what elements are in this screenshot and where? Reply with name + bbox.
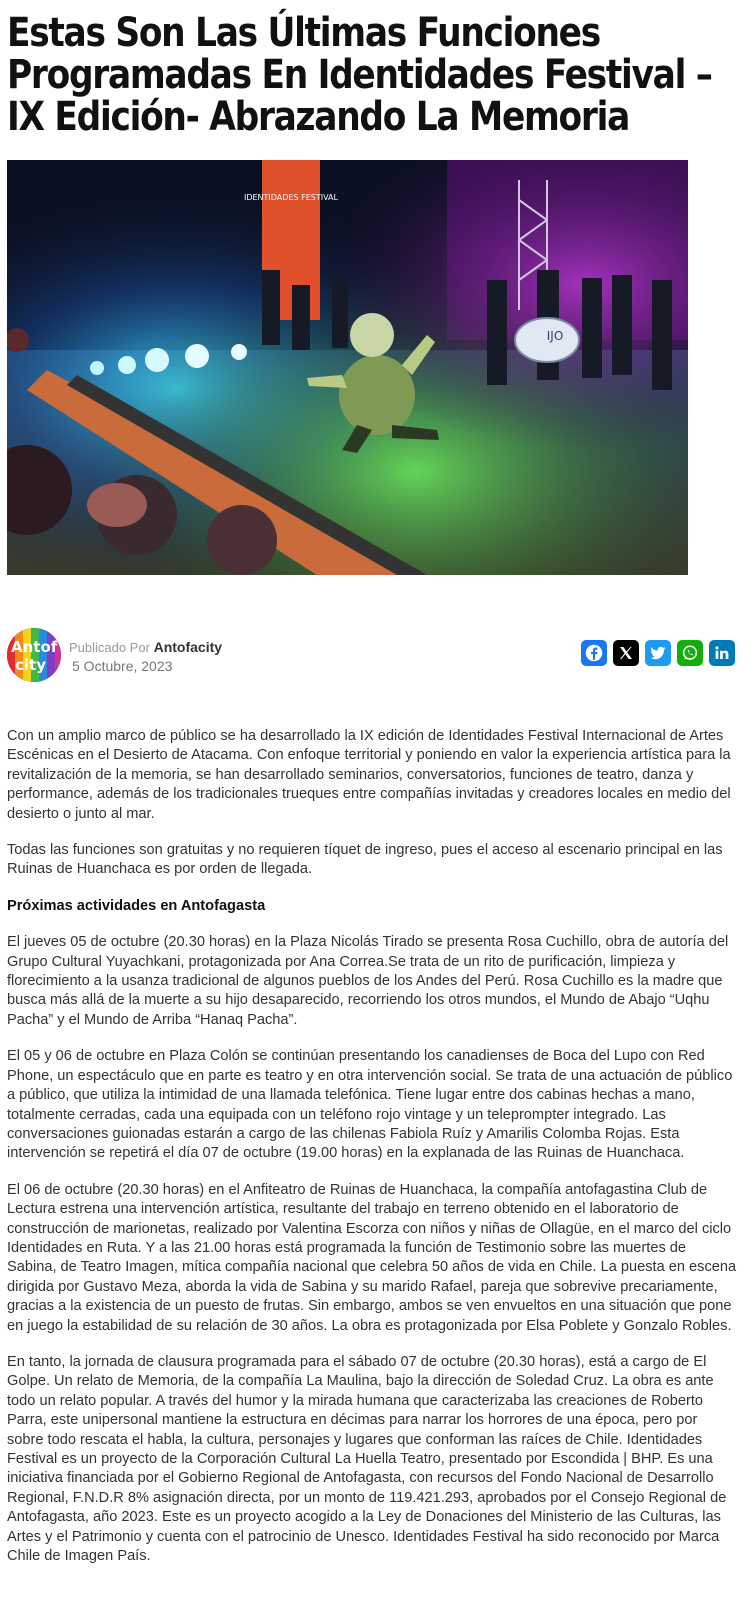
paragraph-red-phone: El 05 y 06 de octubre en Plaza Colón se continúan presentando los canadienses de Boca del Lupo con Red Phone, un espectáculo que en parte es teatro y en otra intervención social. Se trata de una actuación de público a público, que utiliza la intimidad de una llamada telefónica. Tiene lugar entre dos cabinas hechas a mano, totalmente cerradas, cada una equipada con un teléfono rojo vintage y un teleprompter integrado. Las conversaciones guionadas estarán a cargo de las chilenas Fabiola Ruíz y Amarilis Colomba Rojas. Esta intervención se repetirá el día 07 de octubre (19.00 horas) en la explanada de las Ruinas de Huanchaca.: [7, 1048, 733, 1162]
paragraph-rosa-cuchillo: El jueves 05 de octubre (20.30 horas) en la Plaza Nicolás Tirado se presenta Rosa Cuchillo, obra de autoría del Grupo Cultural Yuyachkani, protagonizada por Ana Correa.Se trata de un rito de purificación, limpieza y florecimiento a la usanza tradicional de algunos pueblos de los Andes del Perú. Rosa Cuchillo es la madre que busca más allá de la muerte a su hijo desaparecido, recorriendo los otros mundos, el Mundo de Abajo “Uqhu Pacha” y el Mundo de Arriba “Hanaq Pacha”.: [7, 934, 729, 1028]
whatsapp-share-button[interactable]: [677, 640, 703, 666]
article: [0, 0, 750, 138]
share-buttons: [581, 640, 735, 666]
post-date: 5 Octubre, 2023: [72, 658, 173, 674]
paragraph-clausura: En tanto, la jornada de clausura programada para el sábado 07 de octubre (20.30 horas), está a cargo de El Golpe. Un relato de Memoria, de la compañía La Maulina, bajo la dirección de Soledad Cruz. La obra es ante todo un relato popular. A través del humor y la mirada humana que caracterizaba las creaciones de Roberto Parra, este unipersonal mantiene la estructura en décimas para narrar los horrores de una época, pero por sobre todo rescata el habla, la cultura, personajes y lugares que conforman las raíces de Chile. Identidades Festival es un proyecto de la Corporación Cultural La Huella Teatro, presentado por Escondida | BHP. Es una iniciativa financiada por el Gobierno Regional de Antofagasta, con recursos del Fondo Nacional de Desarrollo Regional, F.N.D.R 8% asignación directa, por un monto de 119.421.293, aprobados por el Consejo Regional de Antofagasta, año 2023. Este es un proyecto acogido a la Ley de Donaciones del Ministerio de las Culturas, las Artes y el Patrimonio y cuenta con el patrocinio de Unesco. Identidades Festival ha sido reconocido por Marca Chile de Imagen País.: [7, 1353, 727, 1565]
paragraph-access: Todas las funciones son gratuitas y no requieren tíquet de ingreso, pues el acceso al escenario principal en las Ruinas de Huanchaca es por orden de llegada.: [7, 842, 723, 878]
x-icon: [618, 645, 634, 661]
author-link[interactable]: Antofacity: [153, 639, 223, 655]
hero-image: [7, 160, 688, 575]
whatsapp-icon: [681, 644, 699, 662]
paragraph-club-lectura: El 06 de octubre (20.30 horas) en el Anfiteatro de Ruinas de Huanchaca, la compañía antofagastina Club de Lectura estrena una intervención artística, resultante del trabajo en terreno obtenido en el laboratorio de construcción de marionetas, realizado por Valentina Escorza con niños y niñas de Ollagüe, en el marco del ciclo Identidades en Ruta. Y a las 21.00 horas está programada la función de Testimonio sobre las muertes de Sabina, de Teatro Imagen, mítica compañía nacional que celebra 50 años de vida en Chile. La puesta en escena dirigida por Gustavo Meza, aborda la vida de Sabina y su marido Rafael, pareja que sobrevive precariamente, gracias a la existencia de un puesto de frutas. Sin embargo, ambos se ven envueltos en una situación que pone en juego la estabilidad de su relación de 30 años. La obra es protagonizada por Elsa Poblete y Gonzalo Robles.: [7, 1181, 737, 1334]
x-share-button[interactable]: [613, 640, 639, 666]
facebook-icon: [585, 644, 603, 662]
avatar-text-top: Antof: [11, 638, 58, 656]
twitter-icon: [649, 644, 667, 662]
facebook-share-button[interactable]: [581, 640, 607, 666]
banner-text: IDENTIDADES FESTIVAL: [243, 193, 339, 202]
linkedin-share-button[interactable]: [709, 640, 735, 666]
avatar[interactable]: [7, 628, 61, 682]
byline: [69, 638, 222, 676]
drum-text: IJO: [546, 329, 564, 343]
article-body: [7, 727, 737, 1583]
paragraph-intro: Con un amplio marco de público se ha desarrollado la IX edición de Identidades Festival Internacional de Artes Escénicas en el Desierto de Atacama. Con enfoque territorial y poniendo en valor la experiencia artística para la revitalización de la memoria, se han desarrollado seminarios, conversatorios, funciones de teatro, danza y performance, además de los tradicionales trueques entre compañías invitadas y creadores locales en medio del desierto o junto al mar.: [7, 728, 731, 822]
twitter-share-button[interactable]: [645, 640, 671, 666]
section-heading: Próximas actividades en Antofagasta: [7, 897, 266, 914]
avatar-text-bottom: city: [15, 656, 46, 674]
article-title: Estas Son Las Últimas Funciones Programadas En Identidades Festival – IX Edición- Abrazando La Memoria: [7, 10, 712, 140]
linkedin-icon: [713, 644, 731, 662]
post-meta: [7, 628, 735, 684]
byline-prefix: Publicado Por: [69, 640, 150, 655]
